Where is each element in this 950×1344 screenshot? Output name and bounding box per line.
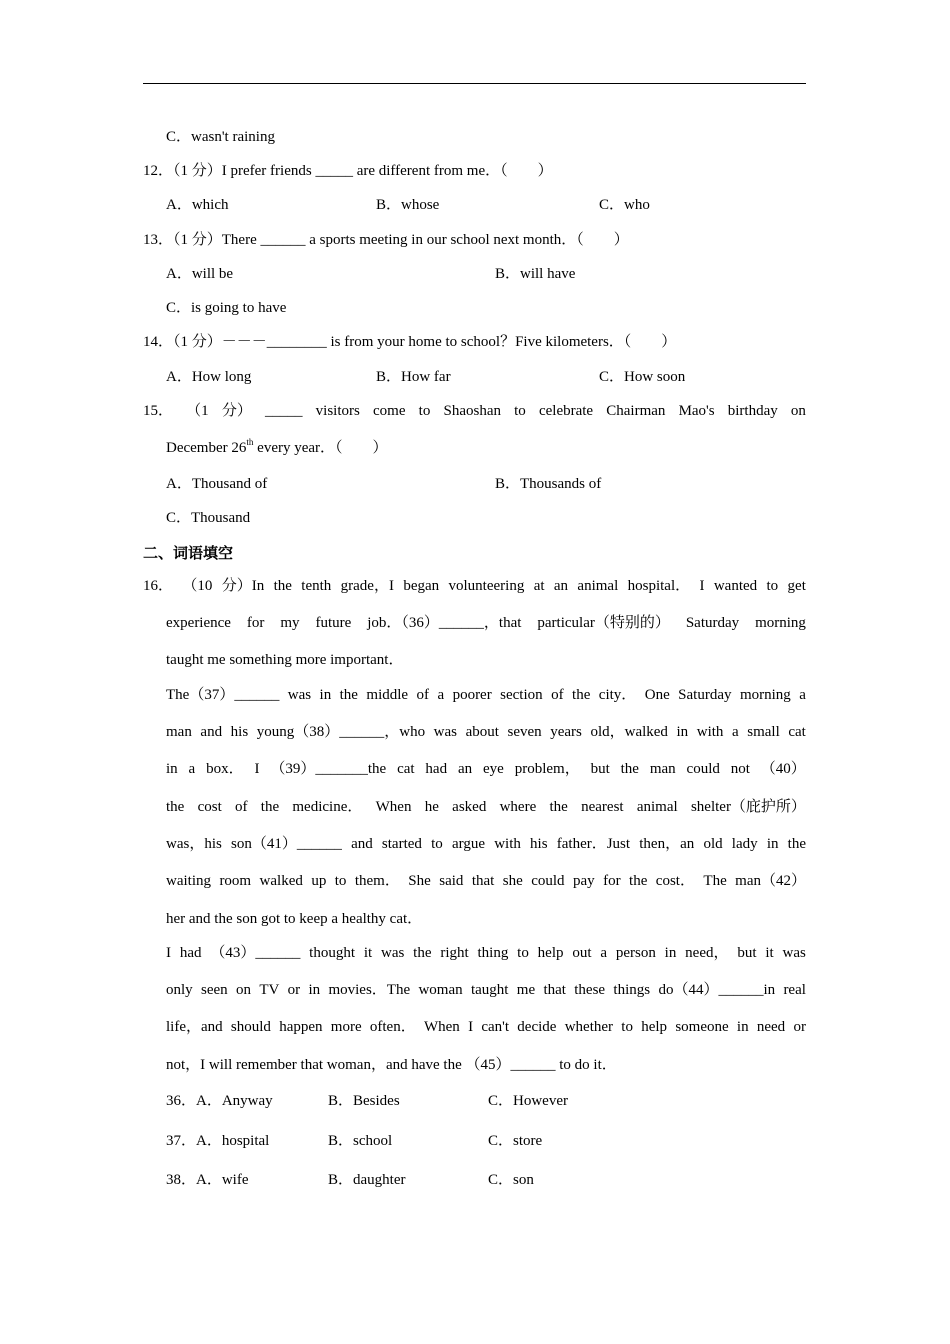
passage-word: old <box>703 836 723 852</box>
q37-option-c: C．store <box>488 1133 543 1149</box>
passage-word: cat <box>397 761 415 777</box>
passage-word: cost． <box>655 873 695 889</box>
passage-word: cat <box>788 724 806 740</box>
q15-word: （1 <box>186 403 209 419</box>
passage-word: decide <box>517 1019 557 1035</box>
passage-word: could <box>686 761 720 777</box>
header-rule <box>143 83 806 84</box>
q15-word: birthday <box>727 403 778 419</box>
q14-stem: 14．（1 分）－－－________ is from your home to school？Five kilometers．（ ） <box>143 334 677 350</box>
passage-word: these <box>574 982 606 998</box>
passage-word: poorer <box>452 687 492 703</box>
q36-option-c: C．However <box>488 1093 568 1109</box>
passage-word: seen <box>201 982 228 998</box>
passage-word: pay <box>572 873 595 889</box>
passage-word: but <box>590 761 610 777</box>
q36-option-a: 36．A．Anyway <box>166 1093 273 1109</box>
passage-word: can't <box>481 1019 510 1035</box>
q15-word: 分） <box>221 403 252 419</box>
passage-word: it <box>765 945 774 961</box>
passage-word: old，walked <box>590 724 668 740</box>
passage-word: with <box>696 724 724 740</box>
passage-word: job．（36）______，that <box>367 615 522 631</box>
passage-word: middle <box>366 687 409 703</box>
passage-word: happen <box>279 1019 323 1035</box>
passage-word: When <box>375 799 412 815</box>
passage-word: I <box>166 945 171 961</box>
q16-line <box>166 943 806 963</box>
passage-word: help <box>537 945 564 961</box>
q13-stem: 13．（1 分）There ______ a sports meeting in our school next month．（ ） <box>143 232 629 248</box>
passage-word: whether <box>564 1019 614 1035</box>
q15-date-suffix: th <box>246 437 254 447</box>
passage-word: particular（特别的） <box>537 615 670 631</box>
passage-word: but <box>737 945 757 961</box>
passage-word: said <box>439 873 464 889</box>
passage-word: that <box>471 873 495 889</box>
q14-option-c: C．How soon <box>599 369 686 385</box>
passage-word: them． <box>354 873 400 889</box>
q13-option-c: C．is going to have <box>166 300 287 316</box>
q16-line: taught me something more important． <box>166 652 404 668</box>
passage-word: his <box>530 836 548 852</box>
passage-word: the <box>260 799 280 815</box>
passage-word: Saturday <box>678 687 732 703</box>
passage-word: to <box>334 873 347 889</box>
passage-word: where <box>499 799 537 815</box>
passage-word: woman <box>418 982 463 998</box>
passage-word: my <box>280 615 300 631</box>
passage-word: could <box>531 873 565 889</box>
passage-word: lady <box>731 836 758 852</box>
passage-word: then，an <box>639 836 695 852</box>
passage-word: future <box>315 615 352 631</box>
passage-word: man <box>649 761 676 777</box>
q16-line <box>166 759 806 779</box>
passage-word: problem， <box>514 761 580 777</box>
passage-word: out <box>572 945 592 961</box>
passage-word: a <box>437 687 445 703</box>
section-title: 二、词语填空 <box>143 544 234 562</box>
passage-word: room <box>219 873 252 889</box>
passage-word: son（41）______ <box>231 836 342 852</box>
q15-stem-line2 <box>166 438 388 458</box>
q16-line <box>166 685 806 705</box>
passage-word: the <box>549 799 568 815</box>
passage-word: young（38）______，who <box>256 724 426 740</box>
passage-word: was <box>287 687 312 703</box>
passage-word: the <box>787 836 806 852</box>
passage-word: man（42） <box>735 873 806 889</box>
q16-line: not，I will remember that woman，and have the （45）______ to do it． <box>166 1057 617 1073</box>
passage-word: right <box>440 945 469 961</box>
passage-word: help <box>641 1019 668 1035</box>
passage-word: his <box>230 724 249 740</box>
passage-word: an <box>553 578 569 594</box>
passage-word: or <box>287 982 301 998</box>
passage-word: real <box>783 982 806 998</box>
passage-word: volunteering <box>448 578 525 594</box>
passage-word: a <box>799 687 806 703</box>
q12-stem: 12．（1 分）I prefer friends _____ are different from me．（ ） <box>143 163 553 179</box>
passage-word: city． <box>598 687 637 703</box>
passage-word: need <box>756 1019 786 1035</box>
passage-word: the <box>413 945 432 961</box>
passage-word: was <box>782 945 806 961</box>
q16-line <box>166 722 806 742</box>
passage-word: Saturday <box>685 615 740 631</box>
passage-word: grade，I <box>340 578 394 594</box>
passage-word: in <box>664 945 677 961</box>
passage-word: waiting <box>166 873 211 889</box>
passage-word: The <box>703 873 727 889</box>
passage-word: TV <box>259 982 280 998</box>
passage-word: in <box>319 687 332 703</box>
q38-option-b: B．daughter <box>328 1172 406 1188</box>
passage-word: need， <box>685 945 729 961</box>
passage-word: started <box>381 836 422 852</box>
passage-word: small <box>747 724 780 740</box>
q15-word: Mao's <box>678 403 715 419</box>
passage-word: with <box>494 836 521 852</box>
q16-line <box>166 1017 806 1037</box>
passage-word: seven <box>507 724 542 740</box>
q15-option-b: B．Thousands of <box>495 476 602 492</box>
q16-line: her and the son got to keep a healthy cat． <box>166 911 423 927</box>
passage-word: thought <box>309 945 356 961</box>
passage-word: in <box>308 982 321 998</box>
passage-word: in <box>166 761 178 777</box>
passage-word: （43）______ <box>210 945 301 961</box>
passage-word: for <box>603 873 621 889</box>
q14-option-b: B．How far <box>376 369 451 385</box>
passage-word: medicine． <box>292 799 363 815</box>
passage-word: argue <box>451 836 485 852</box>
passage-word: （10 <box>182 578 213 594</box>
q37-option-b: B．school <box>328 1133 393 1149</box>
q16-line <box>166 871 806 891</box>
passage-word: box． <box>206 761 244 777</box>
passage-word: began <box>403 578 440 594</box>
passage-word: hospital． <box>627 578 691 594</box>
q38-option-c: C．son <box>488 1172 534 1188</box>
passage-word: animal <box>577 578 619 594</box>
passage-word: the <box>629 873 648 889</box>
passage-word: to <box>621 1019 633 1035</box>
passage-word: on <box>235 982 251 998</box>
q16-line <box>166 980 806 1000</box>
q15-date: December 26 <box>166 440 247 456</box>
q13-option-b: B．will have <box>495 266 576 282</box>
passage-word: morning <box>739 687 791 703</box>
q11-option-c: C．wasn't raining <box>166 129 275 145</box>
passage-word: wanted <box>713 578 758 594</box>
passage-word: it <box>363 945 373 961</box>
passage-word: was，his <box>166 836 222 852</box>
q15-word: come <box>373 403 406 419</box>
q15-stem-line1 <box>143 401 806 421</box>
passage-word: should <box>230 1019 271 1035</box>
passage-word: me <box>516 982 536 998</box>
passage-word: shelter（庇护所） <box>690 799 806 815</box>
q15-option-a: A．Thousand of <box>166 476 268 492</box>
q16-line <box>143 576 806 596</box>
passage-word: someone <box>675 1019 729 1035</box>
passage-word: man <box>166 724 192 740</box>
q15-word: _____ <box>265 403 303 419</box>
q16-line <box>166 613 806 633</box>
q38-option-a: 38．A．wife <box>166 1172 249 1188</box>
q15-word: celebrate <box>538 403 594 419</box>
passage-word: up <box>311 873 327 889</box>
passage-word: morning <box>755 615 806 631</box>
passage-word: was <box>433 724 457 740</box>
passage-word: that <box>543 982 566 998</box>
passage-word: and <box>351 836 373 852</box>
passage-word: animal <box>636 799 678 815</box>
passage-word: section <box>500 687 543 703</box>
q12-option-a: A．which <box>166 197 229 213</box>
q14-option-a: A．How long <box>166 369 252 385</box>
q15-word: on <box>790 403 806 419</box>
passage-word: I <box>254 761 260 777</box>
passage-word: taught <box>470 982 509 998</box>
passage-word: the <box>620 761 639 777</box>
passage-word: nearest <box>581 799 624 815</box>
passage-word: the <box>572 687 591 703</box>
passage-word: she <box>502 873 523 889</box>
passage-word: he <box>424 799 439 815</box>
passage-word: do（44）______in <box>658 982 776 998</box>
passage-word: thing <box>477 945 509 961</box>
passage-word: was <box>381 945 405 961</box>
q37-option-a: 37．A．hospital <box>166 1133 270 1149</box>
q13-option-a: A．will be <box>166 266 234 282</box>
q16-line <box>166 797 806 817</box>
passage-word: the <box>166 799 185 815</box>
passage-word: to <box>431 836 443 852</box>
passage-word: in <box>676 724 689 740</box>
passage-word: and <box>200 724 223 740</box>
passage-word: （39）_______the <box>270 761 387 777</box>
passage-word: things <box>613 982 651 998</box>
passage-word: about <box>465 724 499 740</box>
passage-word: years <box>550 724 582 740</box>
passage-word: a <box>732 724 739 740</box>
passage-word: person <box>615 945 656 961</box>
q36-option-b: B．Besides <box>328 1093 400 1109</box>
passage-word: a <box>600 945 607 961</box>
q15-word: to <box>514 403 526 419</box>
q16-line <box>166 834 806 854</box>
passage-word: tenth <box>301 578 332 594</box>
passage-word: an <box>457 761 473 777</box>
passage-word: for <box>246 615 265 631</box>
passage-word: I <box>468 1019 474 1035</box>
passage-word: to <box>517 945 529 961</box>
passage-word: experience <box>166 615 231 631</box>
passage-word: in <box>766 836 779 852</box>
passage-word: She <box>408 873 431 889</box>
q12-option-c: C．who <box>599 197 650 213</box>
passage-word: not <box>730 761 750 777</box>
passage-word: had <box>425 761 448 777</box>
q15-word: visitors <box>315 403 360 419</box>
passage-word: When <box>423 1019 460 1035</box>
passage-word: The（37）______ <box>166 687 280 703</box>
passage-word: more <box>330 1019 362 1035</box>
passage-word: of <box>551 687 564 703</box>
passage-word: or <box>793 1019 806 1035</box>
passage-word: to <box>766 578 779 594</box>
passage-word: father．Just <box>556 836 631 852</box>
passage-word: of <box>235 799 248 815</box>
passage-word: only <box>166 982 193 998</box>
passage-word: walked <box>259 873 303 889</box>
passage-word: had <box>179 945 202 961</box>
q15-option-c: C．Thousand <box>166 510 251 526</box>
passage-word: eye <box>483 761 504 777</box>
passage-word: often． <box>369 1019 416 1035</box>
passage-word: One <box>644 687 670 703</box>
passage-word: I <box>699 578 705 594</box>
q15-stem-end: every year．（ ） <box>253 440 388 456</box>
passage-word: asked <box>452 799 487 815</box>
q12-option-b: B．whose <box>376 197 440 213</box>
passage-word: a <box>188 761 196 777</box>
passage-word: 分）In <box>221 578 265 594</box>
passage-word: the <box>339 687 358 703</box>
passage-word: 16． <box>143 578 174 594</box>
passage-word: movies．The <box>328 982 411 998</box>
passage-word: at <box>533 578 545 594</box>
passage-word: life，and <box>166 1019 223 1035</box>
passage-word: the <box>273 578 292 594</box>
passage-word: of <box>416 687 430 703</box>
q15-word: Chairman <box>606 403 666 419</box>
q15-word: 15． <box>143 403 174 419</box>
q15-word: to <box>418 403 431 419</box>
passage-word: in <box>736 1019 749 1035</box>
q15-word: Shaoshan <box>443 403 501 419</box>
passage-word: （40） <box>760 761 806 777</box>
passage-word: cost <box>197 799 222 815</box>
passage-word: get <box>787 578 806 594</box>
